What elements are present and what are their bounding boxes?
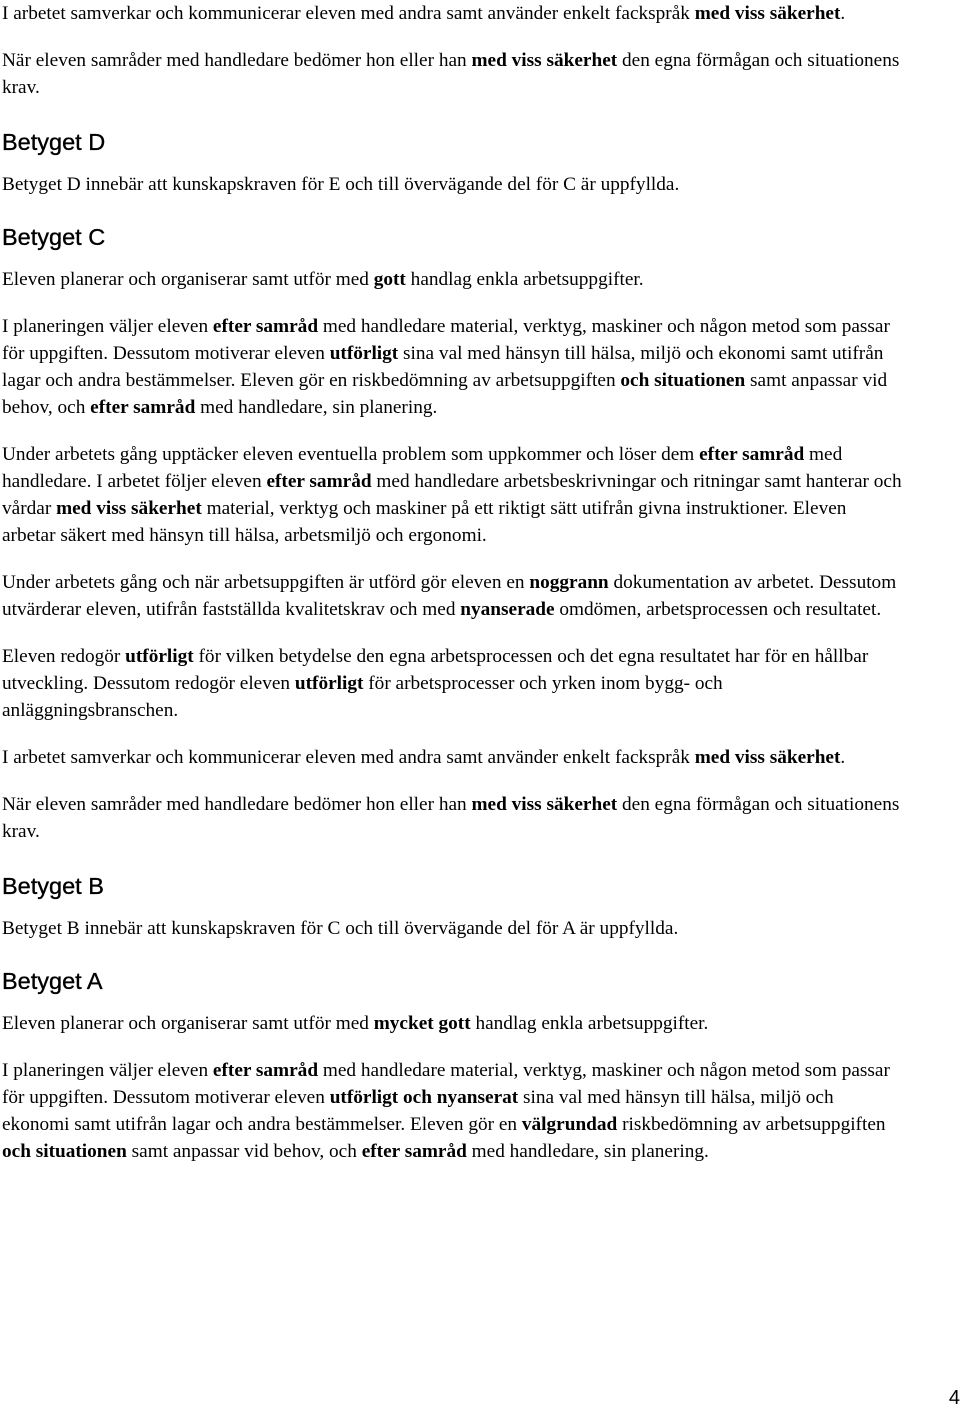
grade-heading: Betyget D xyxy=(2,129,106,155)
text-run: När eleven samråder med handledare bedömer hon eller han xyxy=(2,794,472,815)
emphasis-text: noggrann xyxy=(529,572,609,593)
emphasis-text: utförligt xyxy=(125,646,194,667)
text-run: handlag enkla arbetsuppgifter. xyxy=(470,1013,709,1034)
text-run: med handledare material, verktyg, maskiner och någon metod som passar för uppgiften. Dessutom motiverar eleven xyxy=(2,316,890,364)
paragraph xyxy=(2,569,902,623)
text-run: Eleven redogör xyxy=(2,646,126,667)
emphasis-text: efter samråd xyxy=(212,316,319,337)
text-run: Betyget B innebär att kunskapskraven för C och till övervägande del för A är uppfyllda. xyxy=(2,918,679,939)
emphasis-text: välgrundad xyxy=(521,1114,618,1135)
text-run: Eleven planerar och organiserar samt utför med xyxy=(2,269,374,290)
paragraph xyxy=(2,643,902,724)
text-run: handlag enkla arbetsuppgifter. xyxy=(405,269,644,290)
text-run: dokumentation av arbetet. Dessutom utvärderar eleven, utifrån fastställda kvalitetskrav och med xyxy=(2,572,897,620)
text-run: samt anpassar vid behov, och xyxy=(126,1141,362,1162)
emphasis-text: gott xyxy=(373,269,406,290)
text-run: Under arbetets gång upptäcker eleven eventuella problem som uppkommer och löser dem xyxy=(2,444,700,465)
text-run: med handledare material, verktyg, maskiner och någon metod som passar för uppgiften. Dessutom motiverar eleven xyxy=(2,1060,890,1108)
text-run: omdömen, arbetsprocessen och resultatet. xyxy=(554,599,882,620)
emphasis-text: utförligt xyxy=(329,343,399,364)
text-run: samt anpassar vid behov, och xyxy=(2,370,888,418)
text-run: den egna förmågan och situationens krav. xyxy=(2,794,900,842)
emphasis-text: efter samråd xyxy=(90,397,196,418)
paragraph xyxy=(2,744,902,771)
emphasis-text: efter samråd xyxy=(361,1141,467,1162)
emphasis-text: efter samråd xyxy=(266,471,372,492)
paragraph xyxy=(2,1010,902,1037)
emphasis-text: med viss säkerhet xyxy=(694,747,841,768)
text-run: material, verktyg och maskiner på ett riktigt sätt utifrån givna instruktioner. Eleven arbetar säkert med hänsyn till hälsa, arbetsmiljö och ergonomi. xyxy=(2,498,847,546)
text-run: Under arbetets gång och när arbetsuppgiften är utförd gör eleven en xyxy=(2,572,530,593)
paragraph xyxy=(2,47,902,101)
grade-heading: Betyget C xyxy=(2,224,106,250)
text-run: . xyxy=(840,3,846,24)
emphasis-text: med viss säkerhet xyxy=(56,498,202,519)
text-run: sina val med hänsyn till hälsa, miljö och ekonomi samt utifrån lagar och andra bestämmelser. Eleven gör en riskbedömning av arbetsuppgiften xyxy=(2,343,884,391)
emphasis-text: utförligt och nyanserat xyxy=(329,1087,519,1108)
text-run: för arbetsprocesser och yrken inom bygg- och anläggningsbranschen. xyxy=(2,673,723,721)
page-number: 4 xyxy=(948,1387,960,1409)
text-run: med handledare, sin planering. xyxy=(195,397,438,418)
grade-heading: Betyget A xyxy=(2,968,103,994)
emphasis-text: efter samråd xyxy=(699,444,805,465)
emphasis-text: efter samråd xyxy=(212,1060,319,1081)
emphasis-text: med viss säkerhet xyxy=(471,50,618,71)
paragraph xyxy=(2,171,902,198)
document-body xyxy=(2,0,902,1165)
text-run: riskbedömning av arbetsuppgiften xyxy=(617,1114,886,1135)
text-run: med handledare, sin planering. xyxy=(466,1141,709,1162)
text-run: I arbetet samverkar och kommunicerar eleven med andra samt använder enkelt fackspråk xyxy=(2,747,695,768)
emphasis-text: utförligt xyxy=(294,673,364,694)
text-run: sina val med hänsyn till hälsa, miljö och ekonomi samt utifrån lagar och andra bestämmelser. Eleven gör en xyxy=(2,1087,834,1135)
text-run: I planeringen väljer eleven xyxy=(2,316,213,337)
text-run: När eleven samråder med handledare bedömer hon eller han xyxy=(2,50,472,71)
paragraph xyxy=(2,791,902,845)
text-run: Betyget D innebär att kunskapskraven för E och till övervägande del för C är uppfyllda. xyxy=(2,174,680,195)
paragraph xyxy=(2,313,902,421)
emphasis-text: och situationen xyxy=(620,370,746,391)
text-run: för vilken betydelse den egna arbetsprocessen och det egna resultatet har för en hållbar utveckling. Dessutom redogör eleven xyxy=(2,646,869,694)
paragraph xyxy=(2,0,902,27)
text-run: den egna förmågan och situationens krav. xyxy=(2,50,900,98)
emphasis-text: med viss säkerhet xyxy=(471,794,618,815)
emphasis-text: och situationen xyxy=(2,1141,127,1162)
grade-heading: Betyget B xyxy=(2,873,104,899)
paragraph xyxy=(2,441,902,549)
text-run: med handledare arbetsbeskrivningar och ritningar samt hanterar och vårdar xyxy=(2,471,902,519)
text-run: med handledare. I arbetet följer eleven xyxy=(2,444,843,492)
text-run: I planeringen väljer eleven xyxy=(2,1060,213,1081)
text-run: I arbetet samverkar och kommunicerar eleven med andra samt använder enkelt fackspråk xyxy=(2,3,695,24)
paragraph xyxy=(2,266,902,293)
paragraph xyxy=(2,915,902,942)
text-run: . xyxy=(840,747,846,768)
emphasis-text: nyanserade xyxy=(460,599,555,620)
paragraph xyxy=(2,1057,902,1165)
text-run: Eleven planerar och organiserar samt utför med xyxy=(2,1013,374,1034)
emphasis-text: med viss säkerhet xyxy=(694,3,841,24)
emphasis-text: mycket gott xyxy=(373,1013,471,1034)
